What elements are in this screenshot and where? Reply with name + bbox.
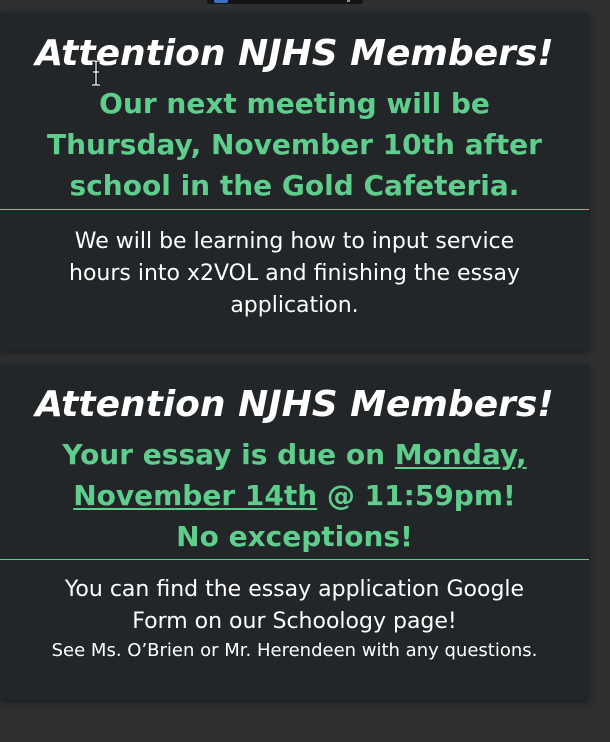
deadline-line (0, 434, 589, 475)
announcement-heading: Attention NJHS Members! (35, 33, 554, 74)
meeting-details (0, 83, 589, 206)
browser-toolbar-fragment (207, 0, 363, 4)
description-line: hours into x2VOL and finishing the essay (69, 261, 520, 286)
deadline-time: @ 11:59pm! (317, 479, 516, 512)
announcement-header (0, 13, 589, 209)
meeting-description (0, 226, 589, 322)
deadline-line: No exceptions! (176, 520, 413, 553)
description-line: application. (230, 293, 359, 318)
announcement-heading: Attention NJHS Members! (35, 384, 554, 425)
announcement-card-essay (0, 364, 589, 700)
essay-description (0, 574, 589, 664)
tab-favicon-icon (214, 0, 228, 3)
contact-note: See Ms. O’Brien or Mr. Herendeen with any questions. (51, 640, 538, 661)
essay-deadline (0, 434, 589, 557)
meeting-line: Thursday, November 10th after (47, 128, 542, 161)
announcement-header (0, 364, 589, 559)
announcement-card-meeting (0, 13, 589, 350)
description-line: Form on our Schoology page! (132, 609, 457, 634)
section-divider (0, 209, 589, 210)
section-divider (0, 559, 589, 560)
deadline-day: Monday, (394, 438, 527, 471)
text-ibeam-cursor-icon (90, 60, 102, 86)
description-line: We will be learning how to input service (74, 229, 515, 254)
deadline-line (0, 475, 589, 516)
meeting-line: school in the Gold Cafeteria. (69, 169, 520, 202)
deadline-date: November 14th (73, 479, 318, 512)
description-line: You can find the essay application Google (64, 577, 525, 602)
toolbar-dot (347, 0, 350, 2)
meeting-line: Our next meeting will be (99, 87, 490, 120)
deadline-prefix: Your essay is due on (62, 438, 395, 471)
